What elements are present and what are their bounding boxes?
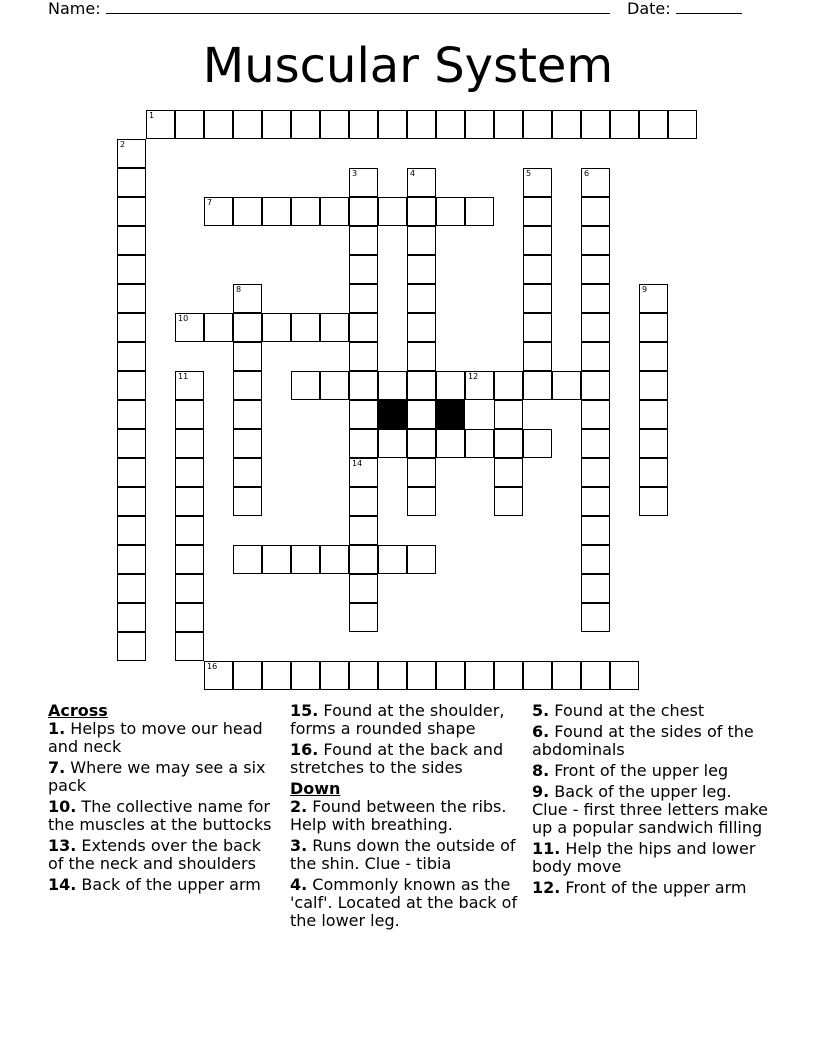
clue-text: Found between the ribs. Help with breathing. — [290, 797, 507, 834]
grid-cell[interactable] — [581, 574, 610, 603]
grid-cell[interactable] — [639, 400, 668, 429]
grid-cell[interactable] — [407, 110, 436, 139]
grid-cell[interactable] — [494, 371, 523, 400]
clue-item — [48, 876, 280, 894]
grid-cell[interactable] — [349, 197, 378, 226]
name-blank-line[interactable] — [106, 0, 610, 14]
grid-cell[interactable] — [523, 661, 552, 690]
clue-number-6: 6 — [584, 169, 590, 178]
grid-cell[interactable] — [320, 110, 349, 139]
grid-cell[interactable] — [581, 458, 610, 487]
grid-cell[interactable] — [117, 545, 146, 574]
clues-column-2 — [290, 702, 522, 933]
grid-cell[interactable] — [407, 371, 436, 400]
blocked-cell — [436, 400, 465, 429]
clue-text: Front of the upper arm — [560, 878, 747, 897]
clue-number-7: 7 — [207, 198, 213, 207]
grid-cell[interactable] — [233, 110, 262, 139]
grid-cell[interactable] — [436, 429, 465, 458]
grid-cell[interactable] — [581, 284, 610, 313]
grid-cell[interactable] — [349, 371, 378, 400]
grid-cell[interactable] — [378, 197, 407, 226]
grid-cell[interactable] — [349, 168, 378, 197]
grid-cell[interactable] — [117, 429, 146, 458]
grid-cell[interactable] — [494, 458, 523, 487]
grid-cell[interactable] — [262, 110, 291, 139]
grid-cell[interactable] — [581, 313, 610, 342]
grid-cell[interactable] — [262, 545, 291, 574]
clue-text: Found at the back and stretches to the sides — [290, 740, 504, 777]
clue-item — [532, 702, 772, 720]
grid-cell[interactable] — [320, 313, 349, 342]
clues-column-3 — [532, 702, 772, 900]
clue-text: Back of the upper leg. Clue - first three letters make up a popular sandwich filling — [532, 782, 768, 837]
clue-number: 16. — [290, 740, 319, 759]
grid-cell[interactable] — [349, 400, 378, 429]
grid-cell[interactable] — [291, 371, 320, 400]
grid-cell[interactable] — [407, 197, 436, 226]
grid-cell[interactable] — [175, 574, 204, 603]
clue-text: Helps to move our head and neck — [48, 719, 263, 756]
grid-cell[interactable] — [523, 255, 552, 284]
grid-cell[interactable] — [465, 429, 494, 458]
clue-text: The collective name for the muscles at the buttocks — [48, 797, 272, 834]
grid-cell[interactable] — [349, 545, 378, 574]
grid-cell[interactable] — [494, 110, 523, 139]
grid-cell[interactable] — [494, 400, 523, 429]
clue-number: 5. — [532, 701, 550, 720]
grid-cell[interactable] — [407, 458, 436, 487]
grid-cell[interactable] — [639, 284, 668, 313]
grid-cell[interactable] — [523, 197, 552, 226]
grid-cell[interactable] — [291, 197, 320, 226]
grid-cell[interactable] — [262, 661, 291, 690]
grid-cell[interactable] — [146, 110, 175, 139]
grid-cell[interactable] — [523, 313, 552, 342]
date-blank-line[interactable] — [676, 0, 742, 14]
clue-text: Extends over the back of the neck and shoulders — [48, 836, 261, 873]
grid-cell[interactable] — [117, 632, 146, 661]
grid-cell[interactable] — [233, 458, 262, 487]
clue-item — [290, 837, 522, 873]
grid-cell[interactable] — [349, 110, 378, 139]
grid-cell[interactable] — [639, 313, 668, 342]
grid-cell[interactable] — [349, 429, 378, 458]
grid-cell[interactable] — [204, 197, 233, 226]
grid-cell[interactable] — [639, 342, 668, 371]
clue-number: 1. — [48, 719, 66, 738]
grid-cell[interactable] — [581, 226, 610, 255]
clue-number: 6. — [532, 722, 550, 741]
grid-cell[interactable] — [291, 313, 320, 342]
grid-cell[interactable] — [117, 574, 146, 603]
grid-cell[interactable] — [494, 429, 523, 458]
grid-cell[interactable] — [552, 661, 581, 690]
grid-cell[interactable] — [639, 429, 668, 458]
grid-cell[interactable] — [320, 197, 349, 226]
grid-cell[interactable] — [581, 603, 610, 632]
grid-cell[interactable] — [233, 197, 262, 226]
grid-cell[interactable] — [436, 371, 465, 400]
grid-cell[interactable] — [117, 284, 146, 313]
grid-cell[interactable] — [581, 110, 610, 139]
grid-cell[interactable] — [581, 197, 610, 226]
grid-cell[interactable] — [349, 342, 378, 371]
grid-cell[interactable] — [117, 313, 146, 342]
grid-cell[interactable] — [175, 110, 204, 139]
clue-item — [532, 840, 772, 876]
clue-item — [48, 759, 280, 795]
grid-cell[interactable] — [349, 313, 378, 342]
grid-cell[interactable] — [291, 110, 320, 139]
grid-cell[interactable] — [349, 487, 378, 516]
grid-cell[interactable] — [465, 661, 494, 690]
grid-cell[interactable] — [262, 313, 291, 342]
grid-cell[interactable] — [204, 661, 233, 690]
grid-cell[interactable] — [581, 168, 610, 197]
date-label: Date: — [627, 0, 671, 18]
grid-cell[interactable] — [233, 342, 262, 371]
grid-cell[interactable] — [436, 661, 465, 690]
grid-cell[interactable] — [349, 574, 378, 603]
grid-cell[interactable] — [407, 284, 436, 313]
clue-number: 2. — [290, 797, 308, 816]
grid-cell[interactable] — [117, 516, 146, 545]
grid-cell[interactable] — [117, 139, 146, 168]
clue-item — [48, 837, 280, 873]
grid-cell[interactable] — [117, 371, 146, 400]
clue-item — [290, 741, 522, 777]
clue-number: 4. — [290, 875, 308, 894]
grid-cell[interactable] — [320, 661, 349, 690]
grid-cell[interactable] — [175, 603, 204, 632]
clue-text: Found at the shoulder, forms a rounded shape — [290, 701, 505, 738]
blocked-cell — [378, 400, 407, 429]
clue-item — [290, 876, 522, 930]
clue-number: 14. — [48, 875, 77, 894]
clues-column-1 — [48, 702, 280, 897]
grid-cell[interactable] — [378, 110, 407, 139]
grid-cell[interactable] — [349, 516, 378, 545]
grid-cell[interactable] — [378, 545, 407, 574]
grid-cell[interactable] — [465, 197, 494, 226]
name-field — [48, 0, 610, 18]
clue-text: Front of the upper leg — [549, 761, 729, 780]
grid-cell[interactable] — [262, 197, 291, 226]
grid-cell[interactable] — [320, 545, 349, 574]
grid-cell[interactable] — [349, 284, 378, 313]
grid-cell[interactable] — [320, 371, 349, 400]
grid-cell[interactable] — [581, 661, 610, 690]
clue-number: 13. — [48, 836, 77, 855]
grid-cell[interactable] — [117, 458, 146, 487]
clue-number-10: 10 — [178, 314, 189, 323]
grid-cell[interactable] — [233, 661, 262, 690]
grid-cell[interactable] — [175, 487, 204, 516]
grid-cell[interactable] — [639, 371, 668, 400]
clue-item — [290, 702, 522, 738]
page-title: Muscular System — [202, 38, 614, 94]
clue-text: Found at the chest — [549, 701, 705, 720]
clue-text: Where we may see a six pack — [48, 758, 266, 795]
clue-text: Help the hips and lower body move — [532, 839, 756, 876]
grid-cell[interactable] — [407, 429, 436, 458]
grid-cell[interactable] — [175, 313, 204, 342]
grid-cell[interactable] — [581, 545, 610, 574]
clue-number-4: 4 — [410, 169, 416, 178]
grid-cell[interactable] — [610, 110, 639, 139]
grid-cell[interactable] — [581, 516, 610, 545]
grid-cell[interactable] — [175, 371, 204, 400]
grid-cell[interactable] — [581, 371, 610, 400]
clue-item — [532, 723, 772, 759]
grid-cell[interactable] — [378, 661, 407, 690]
clue-number: 12. — [532, 878, 561, 897]
grid-cell[interactable] — [494, 487, 523, 516]
grid-cell[interactable] — [233, 371, 262, 400]
down-heading: Down — [290, 779, 341, 798]
grid-cell[interactable] — [117, 255, 146, 284]
grid-cell[interactable] — [233, 487, 262, 516]
grid-cell[interactable] — [204, 313, 233, 342]
clue-text: Found at the sides of the abdominals — [532, 722, 754, 759]
grid-cell[interactable] — [175, 429, 204, 458]
grid-cell[interactable] — [349, 226, 378, 255]
grid-cell[interactable] — [117, 226, 146, 255]
clue-text: Runs down the outside of the shin. Clue - tibia — [290, 836, 516, 873]
grid-cell[interactable] — [407, 226, 436, 255]
clue-number: 9. — [532, 782, 550, 801]
grid-cell[interactable] — [117, 603, 146, 632]
grid-cell[interactable] — [523, 371, 552, 400]
grid-cell[interactable] — [291, 661, 320, 690]
grid-cell[interactable] — [610, 661, 639, 690]
grid-cell[interactable] — [436, 110, 465, 139]
grid-cell[interactable] — [581, 255, 610, 284]
clue-item — [290, 798, 522, 834]
clue-number-14: 14 — [352, 459, 363, 468]
clue-item — [532, 783, 772, 837]
grid-cell[interactable] — [407, 255, 436, 284]
grid-cell[interactable] — [552, 110, 581, 139]
clue-text: Back of the upper arm — [76, 875, 261, 894]
grid-cell[interactable] — [291, 545, 320, 574]
clue-number-5: 5 — [526, 169, 532, 178]
grid-cell[interactable] — [117, 487, 146, 516]
grid-cell[interactable] — [639, 110, 668, 139]
grid-cell[interactable] — [523, 110, 552, 139]
clue-number: 3. — [290, 836, 308, 855]
grid-cell[interactable] — [581, 429, 610, 458]
grid-cell[interactable] — [407, 487, 436, 516]
grid-cell[interactable] — [407, 400, 436, 429]
clue-item — [532, 879, 772, 897]
clue-number-2: 2 — [120, 140, 126, 149]
clue-number: 8. — [532, 761, 550, 780]
grid-cell[interactable] — [581, 400, 610, 429]
grid-cell[interactable] — [233, 545, 262, 574]
clue-number: 10. — [48, 797, 77, 816]
grid-cell[interactable] — [523, 342, 552, 371]
grid-cell[interactable] — [349, 603, 378, 632]
grid-cell[interactable] — [117, 197, 146, 226]
clue-number: 7. — [48, 758, 66, 777]
grid-cell[interactable] — [233, 400, 262, 429]
grid-cell[interactable] — [639, 458, 668, 487]
grid-cell[interactable] — [233, 313, 262, 342]
clue-number: 11. — [532, 839, 561, 858]
grid-cell[interactable] — [175, 632, 204, 661]
grid-cell[interactable] — [407, 545, 436, 574]
grid-cell[interactable] — [552, 371, 581, 400]
across-heading: Across — [48, 701, 108, 720]
grid-cell[interactable] — [117, 168, 146, 197]
grid-cell[interactable] — [349, 255, 378, 284]
clue-number-8: 8 — [236, 285, 242, 294]
grid-cell[interactable] — [175, 545, 204, 574]
grid-cell[interactable] — [523, 168, 552, 197]
grid-cell[interactable] — [233, 284, 262, 313]
clue-number-3: 3 — [352, 169, 358, 178]
grid-cell[interactable] — [494, 661, 523, 690]
clue-item — [532, 762, 772, 780]
grid-cell[interactable] — [523, 284, 552, 313]
grid-cell[interactable] — [378, 429, 407, 458]
grid-cell[interactable] — [233, 429, 262, 458]
grid-cell[interactable] — [407, 313, 436, 342]
clue-item — [48, 720, 280, 756]
grid-cell[interactable] — [465, 110, 494, 139]
grid-cell[interactable] — [668, 110, 697, 139]
clue-number-16: 16 — [207, 662, 218, 671]
grid-cell[interactable] — [581, 342, 610, 371]
clue-number-12: 12 — [468, 372, 479, 381]
grid-cell[interactable] — [407, 342, 436, 371]
clue-number-9: 9 — [642, 285, 648, 294]
grid-cell[interactable] — [349, 661, 378, 690]
grid-cell[interactable] — [117, 342, 146, 371]
clue-number-11: 11 — [178, 372, 189, 381]
clue-number-1: 1 — [149, 111, 155, 120]
grid-cell[interactable] — [117, 400, 146, 429]
grid-cell[interactable] — [581, 487, 610, 516]
grid-cell[interactable] — [436, 197, 465, 226]
clue-number: 15. — [290, 701, 319, 720]
grid-cell[interactable] — [378, 371, 407, 400]
clue-item — [48, 798, 280, 834]
grid-cell[interactable] — [175, 458, 204, 487]
grid-cell[interactable] — [639, 487, 668, 516]
clue-text: Commonly known as the 'calf'. Located at the back of the lower leg. — [290, 875, 518, 930]
grid-cell[interactable] — [465, 371, 494, 400]
grid-cell[interactable] — [175, 516, 204, 545]
grid-cell[interactable] — [523, 429, 552, 458]
name-label: Name: — [48, 0, 101, 18]
grid-cell[interactable] — [407, 168, 436, 197]
grid-cell[interactable] — [523, 226, 552, 255]
grid-cell[interactable] — [407, 661, 436, 690]
grid-cell[interactable] — [175, 400, 204, 429]
grid-cell[interactable] — [349, 458, 378, 487]
grid-cell[interactable] — [204, 110, 233, 139]
date-field — [627, 0, 742, 18]
